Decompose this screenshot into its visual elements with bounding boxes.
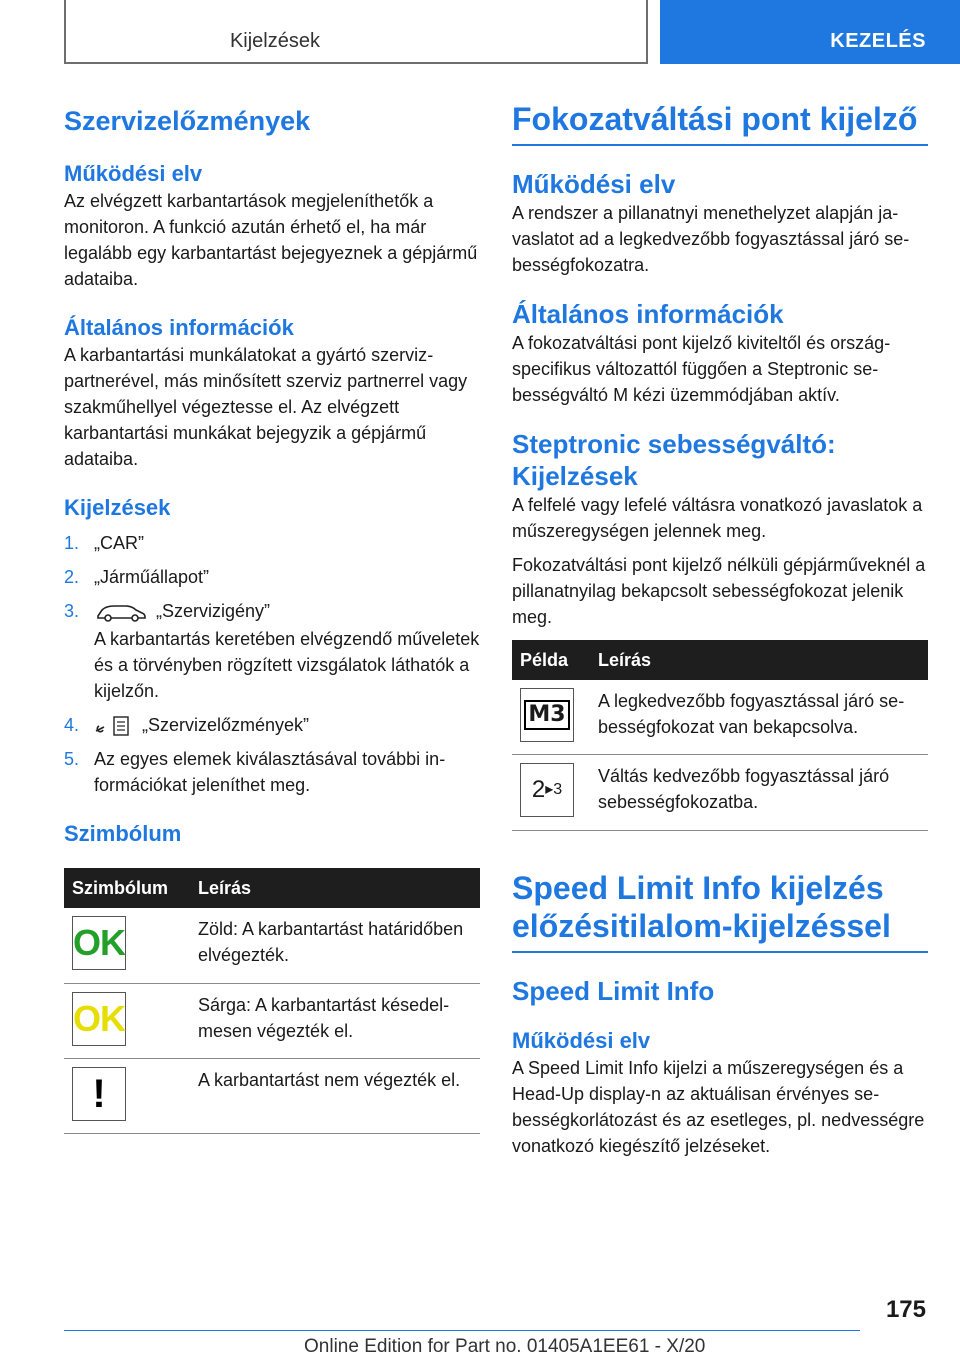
left-principle-text: Az elvégzett karbantartások megjeleníthetők a monitoron. A funkció azután érhető el, ha már legalább egy karbantartást bejegyeznek a gépjármű adataiba. xyxy=(64,191,478,289)
left-column xyxy=(64,96,480,1134)
header-chapter-tab xyxy=(660,0,960,64)
header-chapter-label: KEZELÉS xyxy=(830,30,926,52)
header-section-title: Kijelzések xyxy=(229,30,320,52)
steptronic-text-1: A felfelé vagy lefelé váltásra vonatkozó javaslatok a műszeregységen jelennek meg. xyxy=(512,495,923,541)
example-description: A legkedvezőbb fogyasztással járó sebességfokozat van bekapcsolva. xyxy=(590,680,928,754)
list-item: 4. „Szervizelőzmények” xyxy=(64,712,480,738)
ok-green-icon: OK xyxy=(72,916,126,970)
displays-heading: Kijelzések xyxy=(64,495,171,520)
symbol-description: Sárga: A karbantartást késedelmesen végezték el. xyxy=(190,983,480,1058)
steptronic-heading: Steptronic sebességváltó: Kijelzések xyxy=(512,429,836,491)
description-col-header: Leírás xyxy=(190,868,480,908)
service-history-icon xyxy=(94,715,134,737)
speed-principle-heading: Működési elv xyxy=(512,1027,651,1053)
service-history-title: Szervizelőzmények xyxy=(64,106,311,136)
table-row xyxy=(512,754,928,830)
symbol-description: A karbantartást nem végezték el. xyxy=(190,1058,480,1133)
right-general-text: A fokozatváltási pont kijelző kiviteltől és országspecifikus változattól függően a Steptronic sebességváltó M kézi üzemmódjában aktív. xyxy=(512,333,891,405)
ok-yellow-icon: OK xyxy=(72,992,126,1046)
speed-limit-title: Speed Limit Info kijelzés előzésitilalom-kijelzéssel xyxy=(512,869,928,953)
table-row xyxy=(512,680,928,754)
example-table xyxy=(512,640,928,831)
symbol-heading: Szimbólum xyxy=(64,821,182,846)
footer-edition: Online Edition for Part no. 01405A1EE61 - X/20 xyxy=(304,1336,706,1357)
speed-principle-text: A Speed Limit Info kijelzi a műszeregységen és a Head-Up display-n az aktuálisan érvényes sebességkorlátozást és az esetleges, pl. nedvességre vonatkozó kiegészítő jelzéseket. xyxy=(512,1057,925,1156)
header-frame xyxy=(64,0,648,64)
table-row xyxy=(64,1058,480,1133)
left-principle-heading: Működési elv xyxy=(64,161,203,186)
left-general-heading: Általános információk xyxy=(64,315,294,340)
list-item: 5. Az egyes elemek kiválasztásával további információkat jeleníthet meg. xyxy=(64,749,446,795)
speed-limit-subtitle: Speed Limit Info xyxy=(512,975,715,1006)
list-item: 1. „CAR” xyxy=(64,533,144,553)
steps-list xyxy=(64,530,480,798)
list-item: 3. „Szervizigény” A karbantartás keretében elvégzendő műveletek és a törvényben rögzített vizsgálatok láthatók a kijelzőn. xyxy=(64,598,480,704)
right-principle-heading: Működési elv xyxy=(512,169,676,199)
exclamation-icon: ! xyxy=(72,1067,126,1121)
symbol-description: Zöld: A karbantartást határidőben elvégezték. xyxy=(190,908,480,983)
arrow-right-icon: ▸ xyxy=(545,780,554,798)
step-3-description: A karbantartás keretében elvégzendő műveletek és a törvényben rögzített vizsgálatok láthatók a kijelzőn. xyxy=(94,629,480,701)
right-general-heading: Általános információk xyxy=(512,299,784,329)
left-general-text: A karbantartási munkálatokat a gyártó szervizpartnerével, más minősített szerviz partnerrel vagy szakműhellyel végeztesse el. Az elvégzett karbantartási munkákat bejegyzik a gépjármű adataiba. xyxy=(64,345,468,469)
list-item: 2. „Járműállapot” xyxy=(64,567,210,587)
description-col-header: Leírás xyxy=(590,640,928,680)
footer-divider xyxy=(64,1330,860,1331)
steptronic-text-2: Fokozatváltási pont kijelző nélküli gépjárműveknél a pillanatnyilag bekapcsolt sebességfokozat jelenik meg. xyxy=(512,555,926,627)
car-service-icon xyxy=(94,601,148,623)
table-row xyxy=(64,983,480,1058)
gear-m3-icon: M3 xyxy=(520,688,574,742)
right-principle-text: A rendszer a pillanatnyi menethelyzet alapján javaslatot ad a legkedvezőbb fogyasztással járó sebességfokozatra. xyxy=(512,203,910,275)
example-description: Váltás kedvezőbb fogyasztással járó sebességfokozatba. xyxy=(590,754,928,830)
page-number: 175 xyxy=(885,1296,926,1323)
gear-shift-arrow-icon: 2 ▸ 3 xyxy=(520,763,574,817)
symbol-table xyxy=(64,868,480,1134)
example-col-header: Példa xyxy=(512,640,590,680)
shift-point-title: Fokozatváltási pont kijelző xyxy=(512,100,928,146)
right-column xyxy=(512,96,928,1159)
table-row xyxy=(64,908,480,983)
symbol-col-header: Szimbólum xyxy=(64,868,190,908)
